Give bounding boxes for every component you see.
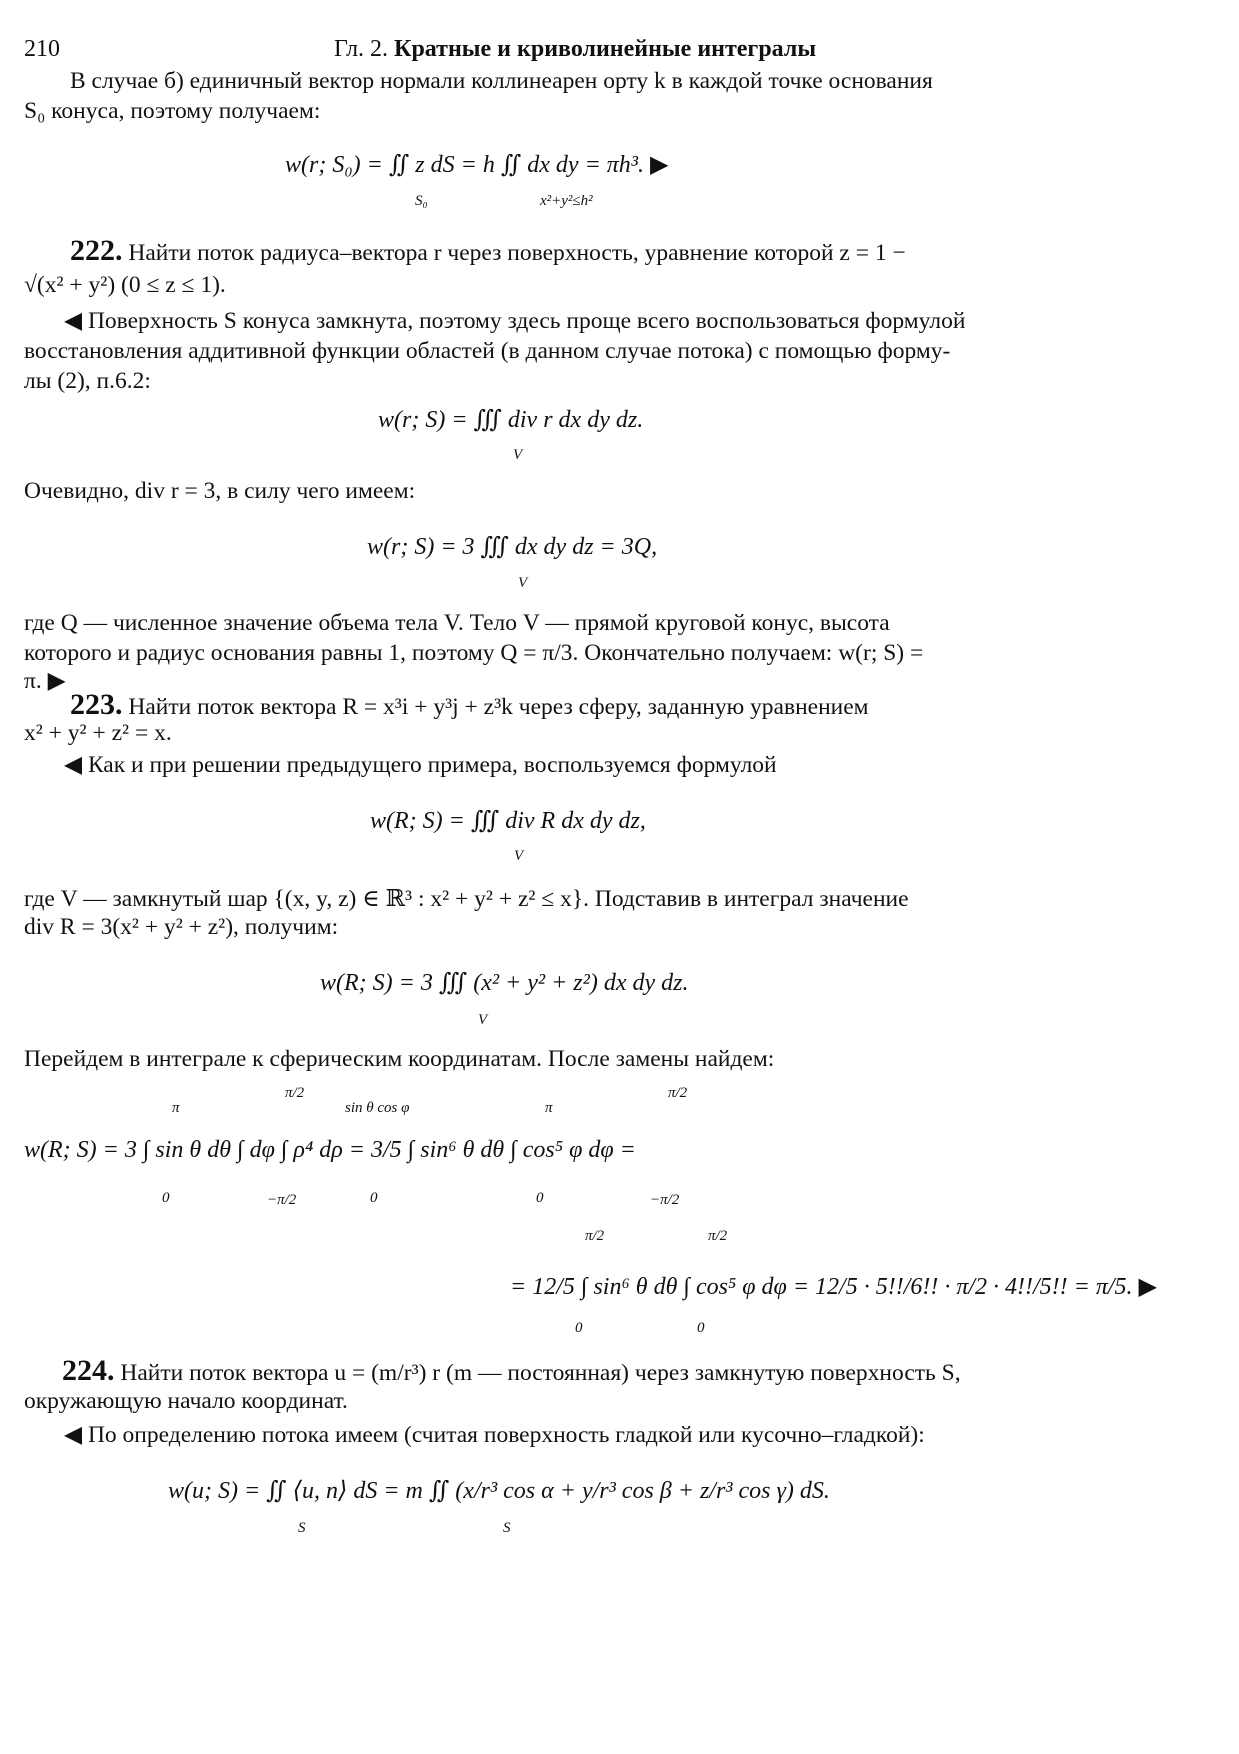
- chapter-title: [334, 36, 816, 63]
- paragraph-line: Очевидно, div r = 3, в силу чего имеем:: [24, 478, 416, 504]
- paragraph-line: div R = 3(x² + y² + z²), получим:: [24, 914, 339, 940]
- paragraph-line: окружающую начало координат.: [24, 1388, 348, 1414]
- integral-limit: S: [503, 1520, 511, 1536]
- formula: w(u; S) = ∬ ⟨u, n⟩ dS = m ∬ (x/r³ cos α + y/r³ cos β + z/r³ cos γ) dS.: [168, 1478, 830, 1504]
- paragraph-line: где V — замкнутый шар {(x, y, z) ∈ ℝ³ : x² + y² + z² ≤ x}. Подставив в интеграл значение: [24, 886, 909, 912]
- formula: w(r; S₀) = ∬ z dS = h ∬ dx dy = πh³. ▶: [285, 152, 669, 178]
- problem-number: 224.: [62, 1354, 115, 1387]
- integral-limit: π/2: [708, 1228, 728, 1244]
- paragraph-line: где Q — численное значение объема тела V. Тело V — прямой круговой конус, высота: [24, 610, 890, 636]
- integral-limit: −π/2: [650, 1192, 680, 1208]
- paragraph-line: лы (2), п.6.2:: [24, 368, 151, 394]
- problem-text: Найти поток вектора R = x³i + y³j + z³k через сферу, заданную уравнением: [128, 694, 869, 720]
- paragraph-line: ◀ Как и при решении предыдущего примера, воспользуемся формулой: [64, 752, 777, 778]
- paragraph-line: ◀ Поверхность S конуса замкнута, поэтому здесь проще всего воспользоваться формулой: [64, 308, 966, 334]
- paragraph-line: В случае б) единичный вектор нормали коллинеарен орту k в каждой точке основания: [70, 68, 933, 94]
- paragraph-line: x² + y² + z² = x.: [24, 720, 172, 746]
- integral-limit: π: [545, 1100, 553, 1116]
- formula: w(R; S) = 3 ∫ sin θ dθ ∫ dφ ∫ ρ⁴ dρ = 3/5 ∫ sin⁶ θ dθ ∫ cos⁵ φ dφ =: [24, 1137, 636, 1163]
- paragraph-line: S₀ конуса, поэтому получаем:: [24, 98, 321, 124]
- formula: w(r; S) = ∭ div r dx dy dz.: [378, 407, 644, 433]
- problem-222: [70, 236, 1194, 268]
- paragraph-line: ◀ По определению потока имеем (считая поверхность гладкой или кусочно–гладкой):: [64, 1422, 925, 1448]
- integral-limit: 0: [370, 1190, 378, 1206]
- paragraph-line: Перейдем в интеграле к сферическим координатам. После замены найдем:: [24, 1046, 775, 1072]
- problem-224: [62, 1356, 1194, 1388]
- formula: w(R; S) = 3 ∭ (x² + y² + z²) dx dy dz.: [320, 970, 689, 996]
- integral-limit: 0: [697, 1320, 705, 1336]
- integral-limit: 0: [536, 1190, 544, 1206]
- integral-limit: π/2: [285, 1085, 305, 1101]
- integral-limit: sin θ cos φ: [345, 1100, 410, 1116]
- integral-limit: −π/2: [267, 1192, 297, 1208]
- integral-limit: 0: [575, 1320, 583, 1336]
- chapter-label: Гл. 2.: [334, 36, 389, 62]
- formula: = 12/5 ∫ sin⁶ θ dθ ∫ cos⁵ φ dφ = 12/5 · 5!!/6!! · π/2 · 4!!/5!! = π/5. ▶: [510, 1274, 1158, 1300]
- integral-limit: π: [172, 1100, 180, 1116]
- paragraph-line: π. ▶: [24, 668, 66, 694]
- problem-number: 223.: [70, 688, 123, 721]
- integral-limit: V: [478, 1012, 488, 1028]
- integral-limit: V: [513, 447, 523, 463]
- integral-limit: x²+y²≤h²: [540, 193, 593, 209]
- integral-limit: π/2: [668, 1085, 688, 1101]
- page-number: 210: [24, 36, 60, 62]
- paragraph-line: которого и радиус основания равны 1, поэтому Q = π/3. Окончательно получаем: w(r; S) =: [24, 640, 924, 666]
- paragraph-line: √(x² + y²) (0 ≤ z ≤ 1).: [24, 272, 226, 298]
- integral-limit: 0: [162, 1190, 170, 1206]
- integral-limit: S: [298, 1520, 306, 1536]
- formula: w(R; S) = ∭ div R dx dy dz,: [370, 808, 646, 834]
- chapter-name: Кратные и криволинейные интегралы: [394, 36, 817, 62]
- problem-text: Найти поток радиуса–вектора r через поверхность, уравнение которой z = 1 −: [128, 240, 906, 266]
- integral-limit: S₀: [415, 193, 428, 209]
- problem-text: Найти поток вектора u = (m/r³) r (m — постоянная) через замкнутую поверхность S,: [120, 1360, 961, 1386]
- formula: w(r; S) = 3 ∭ dx dy dz = 3Q,: [367, 534, 658, 560]
- integral-limit: V: [514, 848, 524, 864]
- integral-limit: V: [518, 575, 528, 591]
- paragraph-line: восстановления аддитивной функции областей (в данном случае потока) с помощью форму-: [24, 338, 951, 364]
- problem-number: 222.: [70, 234, 123, 267]
- integral-limit: π/2: [585, 1228, 605, 1244]
